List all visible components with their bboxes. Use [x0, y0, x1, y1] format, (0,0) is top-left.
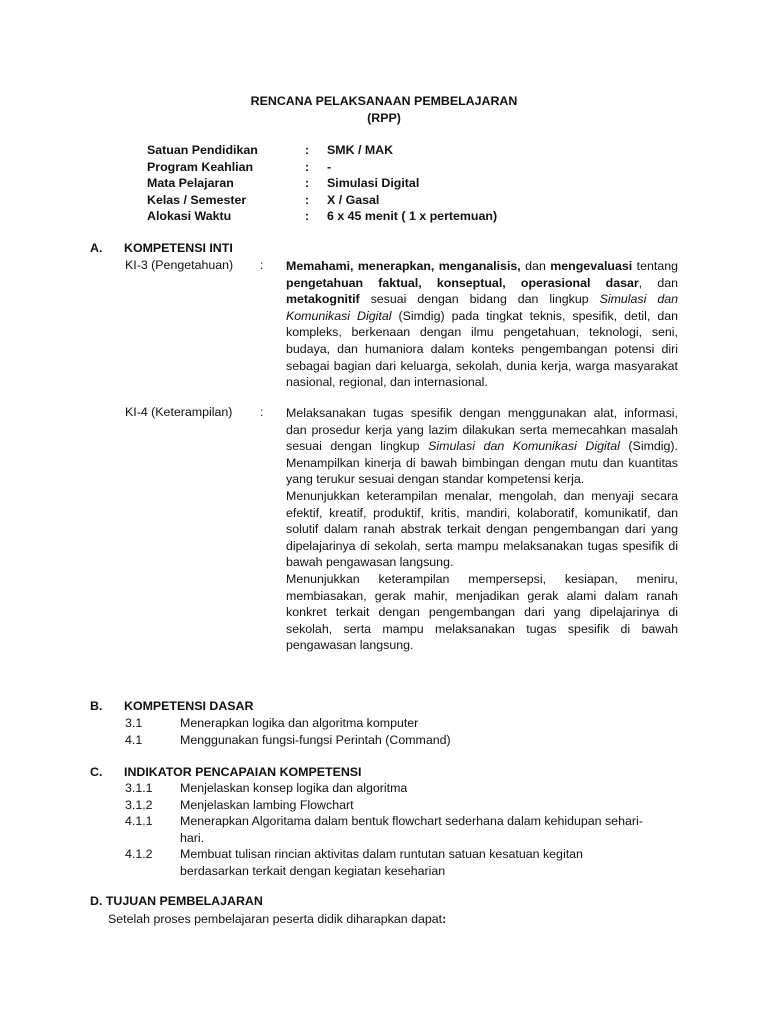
- ki3-colon: :: [260, 258, 264, 272]
- ki3-description: Memahami, menerapkan, menganalisis, dan mengevaluasi tentang pengetahuan faktual, konseptual, operasional dasar, dan metakognitif sesuai dengan bidang dan lingkup Simulasi dan Komunikasi Digital (Simdig) pada tingkat teknis, spesifik, detil, dan kompleks, berkenaan dengan ilmu pengetahuan, teknologi, seni, budaya, dan humaniora dalam konteks pengembangan potensi diri sebagai bagian dari keluarga, sekolah, dunia kerja, warga masyarakat nasional, regional, dan internasional.: [286, 259, 678, 390]
- ki4-colon: :: [260, 405, 264, 419]
- section-a-title: KOMPETENSI INTI: [124, 241, 233, 255]
- identity-separator: :: [305, 159, 310, 174]
- ki4-label: KI-4 (Keterampilan): [125, 405, 233, 419]
- identity-value: SMK / MAK: [327, 143, 394, 157]
- list-item: 3.1 Menerapkan logika dan algoritma komputer: [125, 716, 419, 730]
- ki4-paragraph-2: Menunjukkan keterampilan menalar, mengolah, dan menyaji secara efektif, kreatif, produktif, kritis, mandiri, kolaboratif, komunikatif, dan solutif dalam ranah abstrak terkait dengan pengembangan dari yang dipelajarinya di sekolah, serta mampu melaksanakan tugas spesifik di bawah pengawasan langsung.: [286, 488, 678, 570]
- document-title: RENCANA PELAKSANAAN PEMBELAJARAN: [250, 94, 518, 108]
- section-c-title: INDIKATOR PENCAPAIAN KOMPETENSI: [124, 765, 362, 779]
- identity-separator: :: [305, 192, 310, 207]
- ki4-paragraph-3: Menunjukkan keterampilan mempersepsi, kesiapan, meniru, membiasakan, gerak mahir, menjadikan gerak alami dalam ranah konkret terkait dengan pengembangan dari yang dipelajarinya di sekolah, serta mampu melaksanakan tugas spesifik di bawah pengawasan langsung.: [286, 571, 678, 653]
- list-item: 4.1 Menggunakan fungsi-fungsi Perintah (Command): [125, 732, 451, 747]
- ki4-description: [286, 405, 678, 654]
- indikator-list: [125, 780, 655, 879]
- identity-label: Mata Pelajaran: [147, 176, 234, 190]
- identity-label: Alokasi Waktu: [147, 209, 232, 223]
- section-c-letter: C.: [90, 765, 103, 779]
- list-item: 3.1.2 Menjelaskan lambing Flowchart: [125, 797, 354, 812]
- section-b-letter: B.: [90, 699, 103, 713]
- list-item: 3.1.1 Menjelaskan konsep logika dan algoritma: [125, 781, 408, 795]
- identity-value: 6 x 45 menit ( 1 x pertemuan): [327, 209, 498, 223]
- ki4-paragraph-1: Melaksanakan tugas spesifik dengan menggunakan alat, informasi, dan prosedur kerja yang lazim dilakukan serta memecahkan masalah sesuai dengan lingkup Simulasi dan Komunikasi Digital (Simdig). Menampilkan kinerja di bawah bimbingan dengan mutu dan kuantitas yang terukur sesuai dengan standar kompetensi kerja.: [286, 406, 678, 487]
- identity-separator: :: [305, 143, 310, 157]
- document-subtitle: (RPP): [367, 111, 401, 125]
- identity-label: Kelas / Semester: [147, 192, 247, 207]
- identity-label: Satuan Pendidikan: [147, 143, 258, 157]
- section-d-text: Setelah proses pembelajaran peserta didik diharapkan dapat:: [108, 912, 447, 926]
- kompetensi-dasar-list: [125, 715, 655, 748]
- ki3-label: KI-3 (Pengetahuan): [125, 258, 234, 272]
- identity-separator: :: [305, 176, 310, 190]
- section-a-letter: A.: [90, 241, 103, 255]
- list-item: 4.1.2 Membuat tulisan rincian aktivitas dalam runtutan satuan kesatuan kegitan berdasarkan terkait dengan kegiatan keseharian: [125, 847, 583, 878]
- section-d-title: D. TUJUAN PEMBELAJARAN: [90, 894, 263, 908]
- section-b-title: KOMPETENSI DASAR: [124, 699, 254, 713]
- list-item: 4.1.1 Menerapkan Algoritama dalam bentuk flowchart sederhana dalam kehidupan sehari-hari.: [125, 814, 643, 845]
- identity-value: X / Gasal: [327, 192, 380, 207]
- identity-value: -: [327, 159, 332, 174]
- identity-table: [147, 142, 527, 225]
- identity-value: Simulasi Digital: [327, 176, 420, 190]
- identity-separator: :: [305, 209, 310, 223]
- identity-label: Program Keahlian: [147, 159, 254, 174]
